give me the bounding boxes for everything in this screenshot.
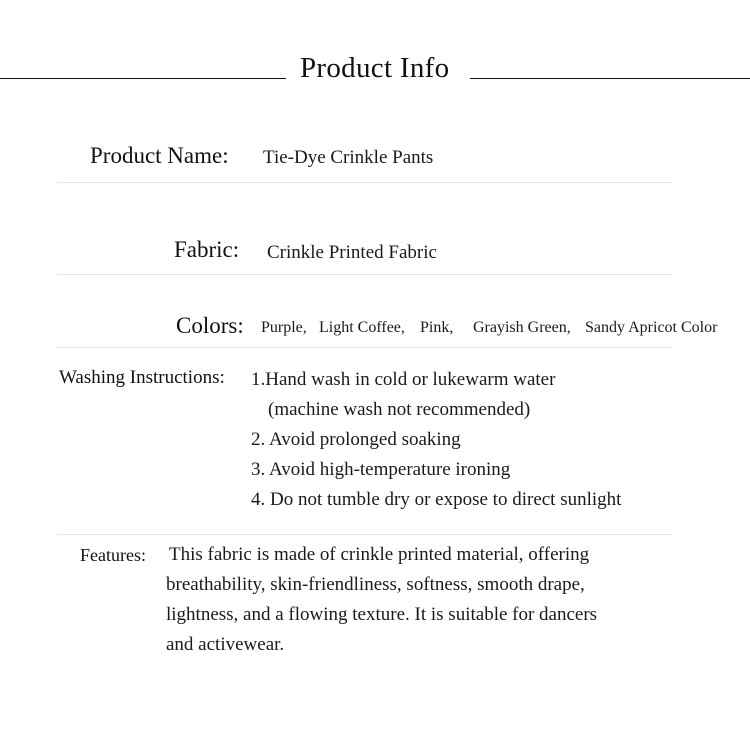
washing-instructions-label: Washing Instructions: xyxy=(59,367,225,388)
divider xyxy=(57,347,672,348)
features-text-line: breathability, skin-friendliness, softness, smooth drape, xyxy=(166,574,585,595)
washing-instruction-line: 3. Avoid high-temperature ironing xyxy=(251,459,511,480)
washing-instruction-line: 4. Do not tumble dry or expose to direct sunlight xyxy=(251,489,622,510)
header-rule-left xyxy=(0,78,286,79)
washing-instruction-line: 1.Hand wash in cold or lukewarm water xyxy=(251,369,556,390)
color-item: Light Coffee, xyxy=(319,319,405,336)
features-label: Features: xyxy=(80,545,146,565)
product-name-label: Product Name: xyxy=(90,143,229,168)
color-item: Grayish Green, xyxy=(473,319,571,336)
features-text-line: and activewear. xyxy=(166,634,285,655)
features-text-line: This fabric is made of crinkle printed material, offering xyxy=(169,544,590,565)
divider xyxy=(57,274,672,275)
product-name-value: Tie-Dye Crinkle Pants xyxy=(263,147,434,168)
page-title: Product Info xyxy=(300,52,450,84)
color-item: Purple, xyxy=(261,319,307,336)
color-item: Sandy Apricot Color xyxy=(585,319,718,336)
fabric-label: Fabric: xyxy=(174,237,240,262)
color-item: Pink, xyxy=(420,319,454,336)
divider xyxy=(57,534,672,535)
features-text-line: lightness, and a flowing texture. It is suitable for dancers xyxy=(166,604,598,625)
washing-instruction-line: 2. Avoid prolonged soaking xyxy=(251,429,461,450)
fabric-value: Crinkle Printed Fabric xyxy=(267,242,437,263)
washing-instruction-line: (machine wash not recommended) xyxy=(268,399,531,420)
divider xyxy=(57,182,672,183)
header-rule-right xyxy=(470,78,750,79)
colors-label: Colors: xyxy=(176,313,244,338)
